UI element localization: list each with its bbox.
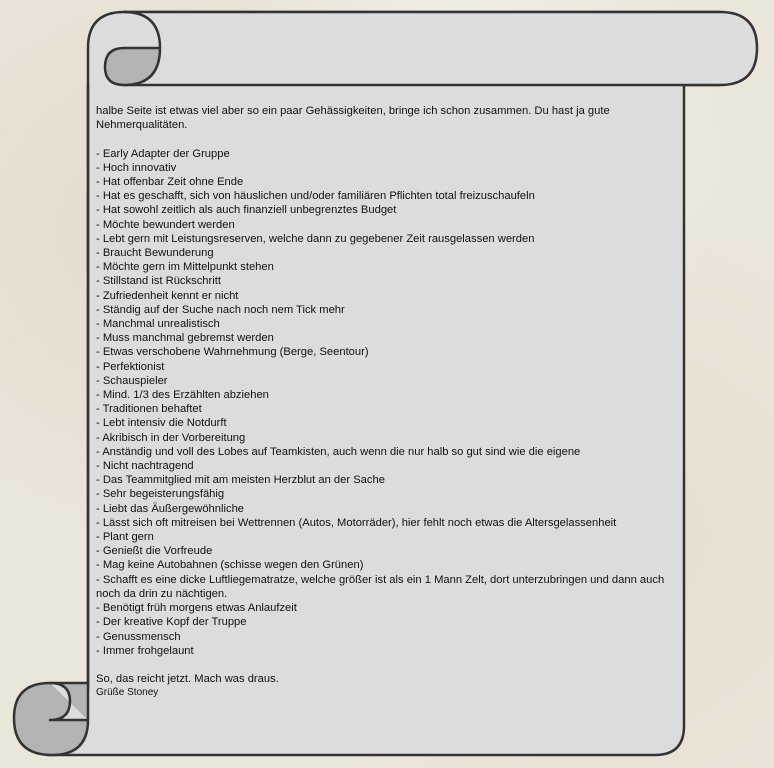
trait-item: - Schauspieler xyxy=(96,374,168,387)
trait-item: - Schafft es eine dicke Luftliegematratze, welche größer ist als ein 1 Mann Zelt, dort unterzubringen und dann auch noch da drin zu nächtigen. xyxy=(96,573,665,600)
trait-item: - Der kreative Kopf der Truppe xyxy=(96,616,247,629)
trait-item: - Benötigt früh morgens etwas Anlaufzeit xyxy=(96,602,297,615)
trait-item: - Hat offenbar Zeit ohne Ende xyxy=(96,176,244,188)
trait-item: - Lebt intensiv die Notdurft xyxy=(96,417,227,430)
trait-item: - Sehr begeisterungsfähig xyxy=(96,488,225,501)
trait-item: - Stillstand ist Rückschritt xyxy=(96,275,221,288)
trait-item: - Möchte bewundert werden xyxy=(96,218,235,231)
trait-item: - Nicht nachtragend xyxy=(96,460,194,473)
spacer xyxy=(96,658,676,672)
trait-item: - Mag keine Autobahnen (schisse wegen den Grünen) xyxy=(96,559,364,572)
trait-item: - Hat es geschafft, sich von häuslichen und/oder familiären Pflichten total freizuschaufeln xyxy=(96,190,535,203)
trait-item: - Genießt die Vorfreude xyxy=(96,545,213,558)
trait-item: - Lebt gern mit Leistungsreserven, welche dann zu gegebener Zeit rausgelassen werden xyxy=(96,232,535,245)
trait-item: - Mind. 1/3 des Erzählten abziehen xyxy=(96,389,269,402)
letter-body xyxy=(96,104,676,701)
trait-item: - Plant gern xyxy=(96,531,154,544)
trait-item: - Akribisch in der Vorbereitung xyxy=(96,431,246,444)
trait-item: - Liebt das Äußergewöhnliche xyxy=(96,502,245,515)
trait-list xyxy=(96,147,676,658)
trait-item: - Perfektionist xyxy=(96,360,165,373)
trait-item: - Ständig auf der Suche nach noch nem Tick mehr xyxy=(96,303,345,316)
trait-item: - Early Adapter der Gruppe xyxy=(96,147,230,160)
trait-item: - Hat sowohl zeitlich als auch finanziell unbegrenztes Budget xyxy=(96,204,397,217)
trait-item: - Manchmal unrealistisch xyxy=(96,318,220,331)
trait-item: - Genussmensch xyxy=(96,630,181,643)
trait-item: - Lässt sich oft mitreisen bei Wettrennen (Autos, Motorräder), hier fehlt noch etwas die Altersgelassenheit xyxy=(96,516,617,529)
spacer xyxy=(96,132,676,146)
letter-intro: halbe Seite ist etwas viel aber so ein paar Gehässigkeiten, bringe ich schon zusammen. Du hast ja gute Nehmerqualitäten. xyxy=(96,105,610,132)
letter-closing: So, das reicht jetzt. Mach was draus. xyxy=(96,673,279,686)
letter-signature: Grüße Stoney xyxy=(96,687,159,699)
trait-item: - Immer frohgelaunt xyxy=(96,644,194,657)
trait-item: - Traditionen behaftet xyxy=(96,403,202,416)
trait-item: - Braucht Bewunderung xyxy=(96,247,214,260)
trait-item: - Möchte gern im Mittelpunkt stehen xyxy=(96,261,274,274)
trait-item: - Das Teammitglied mit am meisten Herzblut an der Sache xyxy=(96,474,385,487)
top-roll xyxy=(124,12,757,85)
trait-item: - Zufriedenheit kennt er nicht xyxy=(96,289,239,302)
trait-item: - Anständig und voll des Lobes auf Teamkisten, auch wenn die nur halb so gut sind wie die eigene xyxy=(96,445,581,458)
trait-item: - Etwas verschobene Wahrnehmung (Berge, Seentour) xyxy=(96,346,369,359)
trait-item: - Hoch innovativ xyxy=(96,161,177,174)
trait-item: - Muss manchmal gebremst werden xyxy=(96,332,274,345)
